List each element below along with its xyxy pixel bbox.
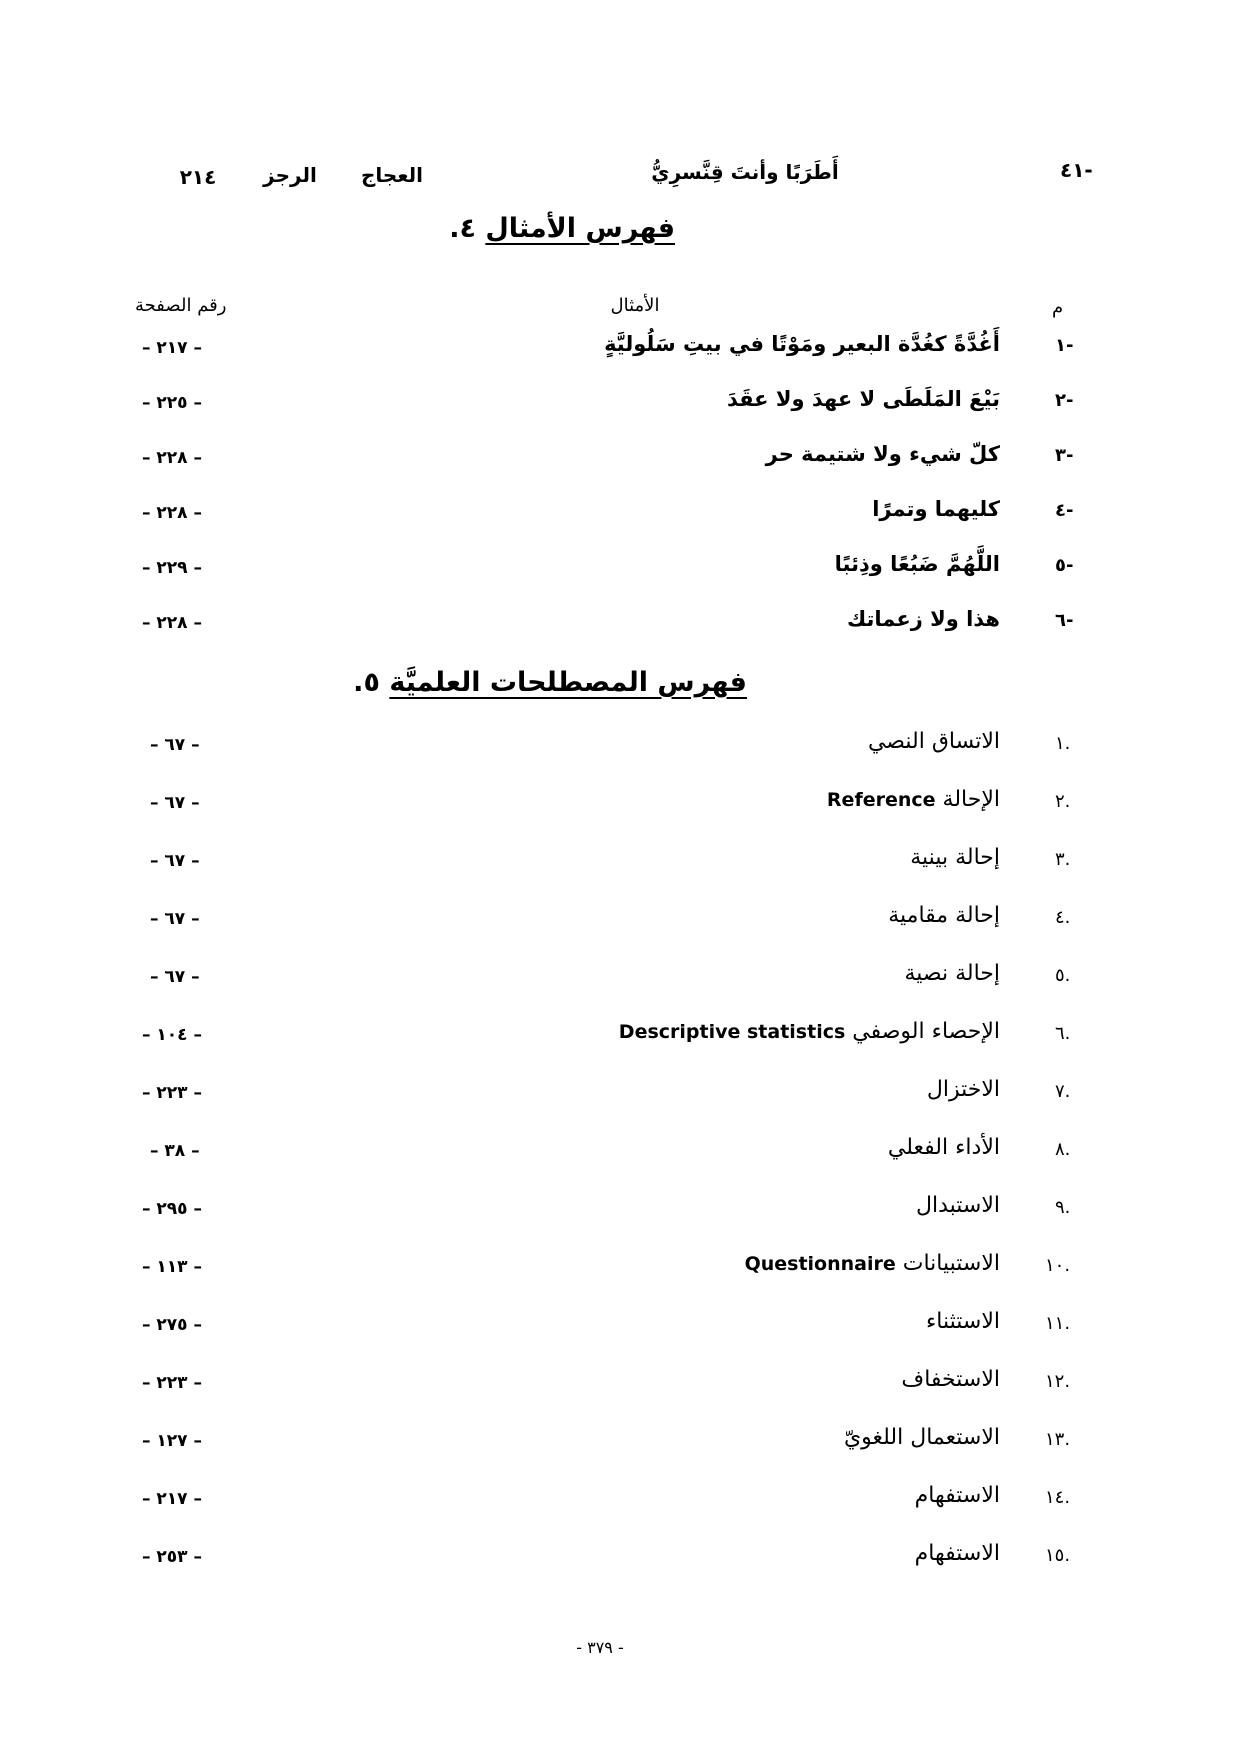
header-number: م bbox=[1052, 297, 1064, 318]
term-text: الإحصاء الوصفي Descriptive statistics bbox=[618, 1019, 1000, 1044]
item-number: ٥- bbox=[1055, 555, 1074, 576]
term-text: الاستبيانات Questionnaire bbox=[744, 1251, 1000, 1276]
page-ref: – ٦٧ – bbox=[150, 735, 200, 755]
item-number: ٧. bbox=[1055, 1081, 1071, 1102]
page-number: - ٣٧٩ - bbox=[576, 1638, 624, 1657]
header-item: الأمثال bbox=[610, 295, 660, 316]
item-number: ٨. bbox=[1055, 1139, 1071, 1160]
item-number: ٣- bbox=[1055, 445, 1074, 466]
item-number: ١١. bbox=[1045, 1313, 1071, 1334]
term-text: الاختزال bbox=[926, 1077, 1000, 1102]
page-ref: – ٢٧٥ – bbox=[142, 1315, 202, 1335]
page-ref: – ٢٥٣ – bbox=[142, 1547, 202, 1567]
item-number: ١٤. bbox=[1045, 1487, 1071, 1508]
item-number: ١٠. bbox=[1045, 1255, 1071, 1276]
proverbs-index-title: فهرس الأمثال bbox=[485, 213, 675, 244]
page-ref: – ٢٢٣ – bbox=[142, 1083, 202, 1103]
term-text: الإحالة Reference bbox=[826, 787, 1000, 812]
page-ref: – ١٠٤ – bbox=[142, 1025, 202, 1045]
page-ref: – ٢٢٨ – bbox=[142, 613, 202, 633]
item-number: ٤- bbox=[1055, 500, 1074, 521]
proverb-text: كليهما وتمرًا bbox=[872, 497, 1000, 521]
page-ref: – ٢١٧ – bbox=[142, 338, 202, 358]
page-ref: – ٢٢٥ – bbox=[142, 393, 202, 413]
item-number: ١٣. bbox=[1045, 1429, 1071, 1450]
page-ref: – ٢٢٨ – bbox=[142, 448, 202, 468]
page-ref: – ٦٧ – bbox=[150, 793, 200, 813]
term-text: إحالة مقامية bbox=[888, 903, 1000, 928]
item-number: ١٥. bbox=[1045, 1545, 1071, 1566]
item-number: ٢. bbox=[1055, 791, 1071, 812]
page-ref: – ٢٢٣ – bbox=[142, 1373, 202, 1393]
item-number: ٥. bbox=[1055, 965, 1071, 986]
term-text: الاستفهام bbox=[914, 1483, 1000, 1508]
terms-index-number: ٥. bbox=[353, 667, 380, 698]
verse-meter: الرجز bbox=[263, 163, 317, 187]
page-ref: – ١١٣ – bbox=[142, 1257, 202, 1277]
verse-poet: العجاج bbox=[361, 163, 423, 187]
verse-text: أَطَرَبًا وأنتَ قِنَّسرِيُّ bbox=[651, 160, 839, 184]
item-number: ٩. bbox=[1055, 1197, 1071, 1218]
item-number: ١٢. bbox=[1045, 1371, 1071, 1392]
page-ref: – ١٢٧ – bbox=[142, 1431, 202, 1451]
verse-number: ٤١- bbox=[1060, 158, 1093, 182]
page-ref: – ٢٢٩ – bbox=[142, 558, 202, 578]
item-number: ٢- bbox=[1055, 390, 1074, 411]
page-ref: – ٦٧ – bbox=[150, 851, 200, 871]
term-text: الأداء الفعلي bbox=[887, 1135, 1000, 1160]
page-ref: – ٢٩٥ – bbox=[142, 1199, 202, 1219]
item-number: ٣. bbox=[1055, 849, 1071, 870]
header-page: رقم الصفحة bbox=[135, 295, 227, 316]
page-ref: – ٦٧ – bbox=[150, 967, 200, 987]
term-text: الاستخفاف bbox=[901, 1367, 1000, 1392]
proverb-text: أَغُدَّةً كغُدَّة البعير ومَوْتًا في بيتِ سَلُوليَّةٍ bbox=[604, 332, 1000, 356]
item-number: ١. bbox=[1055, 733, 1071, 754]
term-text: إحالة بينية bbox=[910, 845, 1000, 870]
page-ref: – ٣٨ – bbox=[150, 1141, 200, 1161]
item-number: ٦. bbox=[1055, 1023, 1071, 1044]
term-text: الاستعمال اللغويّ bbox=[843, 1425, 1000, 1450]
item-number: ١- bbox=[1055, 335, 1074, 356]
term-text: إحالة نصية bbox=[904, 961, 1000, 986]
proverb-text: هذا ولا زعماتك bbox=[846, 607, 1000, 631]
page-ref: – ٢٢٨ – bbox=[142, 503, 202, 523]
item-number: ٦- bbox=[1055, 610, 1074, 631]
item-number: ٤. bbox=[1055, 907, 1071, 928]
page-ref: – ٦٧ – bbox=[150, 909, 200, 929]
proverbs-index-number: ٤. bbox=[449, 213, 476, 244]
proverb-text: بَيْعَ المَلَطَى لا عهدَ ولا عقَدَ bbox=[726, 387, 1000, 411]
page-ref: – ٢١٧ – bbox=[142, 1489, 202, 1509]
term-text: الاستبدال bbox=[915, 1193, 1000, 1218]
proverbs-index-heading bbox=[449, 213, 675, 244]
verse-page: ٢١٤ bbox=[179, 165, 217, 189]
term-text: الاستثناء bbox=[925, 1309, 1000, 1334]
proverb-text: كلّ شيء ولا شتيمة حر bbox=[765, 442, 1000, 466]
terms-index-title: فهرس المصطلحات العلميَّة bbox=[389, 667, 747, 698]
term-text: الاتساق النصي bbox=[867, 729, 1000, 754]
term-text: الاستفهام bbox=[914, 1541, 1000, 1566]
terms-index-heading bbox=[353, 667, 747, 698]
proverb-text: اللَّهُمَّ ضَبُعًا وذِئبًا bbox=[834, 552, 1000, 576]
